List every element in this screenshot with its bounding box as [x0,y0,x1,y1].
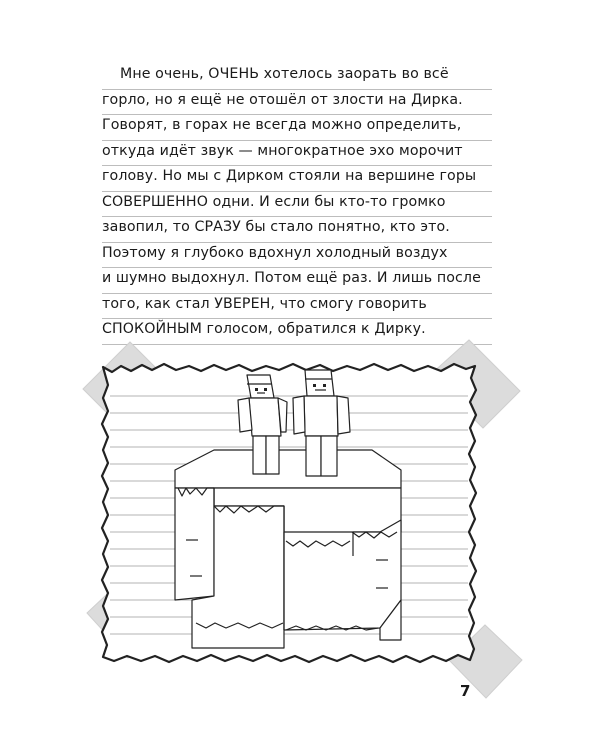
text-line: Мне очень, ОЧЕНЬ хотелось заорать во всё [102,64,492,90]
text-line: Поэтому я глубоко вдохнул холодный воздух [102,243,492,269]
page-number: 7 [460,682,471,700]
text-line: горло, но я ещё не отошёл от злости на Дирка. [102,90,492,116]
text-line: завопил, то СРАЗУ бы стало понятно, кто это. [102,217,492,243]
text-line: Говорят, в горах не всегда можно определить, [102,115,492,141]
text-line: того, как стал УВЕРЕН, что смогу говорить [102,294,492,320]
text-line: СПОКОЙНЫМ голосом, обратился к Дирку. [102,319,492,345]
text-line: и шумно выдохнул. Потом ещё раз. И лишь после [102,268,492,294]
text-line: голову. Но мы с Дирком стояли на вершине горы [102,166,492,192]
block-mountain [175,450,401,648]
text-line: откуда идёт звук — многократное эхо морочит [102,141,492,167]
text-line: СОВЕРШЕННО одни. И если бы кто-то громко [102,192,492,218]
